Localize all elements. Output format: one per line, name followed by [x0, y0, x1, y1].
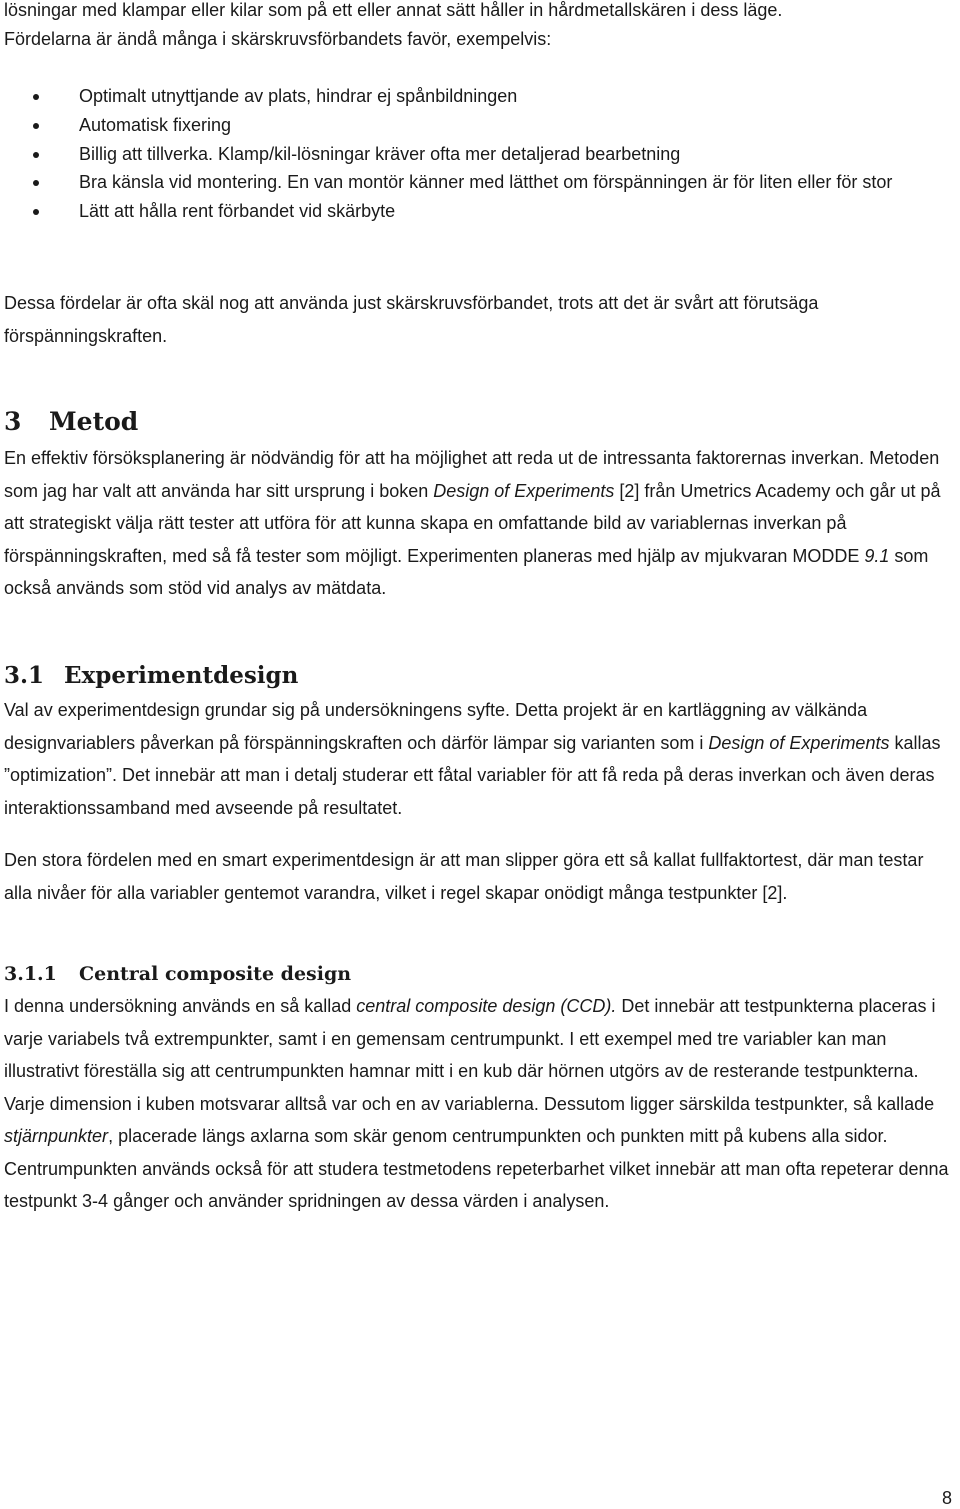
book-title: Design of Experiments [433, 480, 615, 501]
advantages-paragraph: Dessa fördelar är ofta skäl nog att använda just skärskruvsförbandet, trots att det är svårt att förutsäga förspänningskraften. [4, 293, 819, 346]
section-title: Metod [49, 407, 139, 436]
section-number: 3.1.1 [4, 963, 57, 985]
section-heading [4, 661, 954, 691]
section-title: Central composite design [79, 963, 352, 985]
advantages-list [4, 82, 934, 226]
list-item: Billig att tillverka. Klamp/kil-lösningar kräver ofta mer detaljerad bearbetning [4, 140, 934, 169]
page-number: 8 [941, 1488, 952, 1508]
book-title: Design of Experiments [708, 732, 890, 753]
section-3 [4, 406, 954, 605]
section-paragraph: En effektiv försöksplanering är nödvändig för att ha möjlighet att reda ut de intressanta faktorernas inverkan. Metoden som jag har valt att använda har sitt ursprung i boken Design of Experiments [2] från Umetrics Academy och går ut på att strategiskt välja rätt tester att utföra för att kunna skapa en omfattande bild av variablernas inverkan på förspänningskraften, med så få tester som möjligt. Experimenten planeras med hjälp av mjukvaran MODDE 9.1 som också används som stöd vid analys av mätdata. [4, 448, 941, 598]
section-3-1-1 [4, 961, 954, 1218]
section-paragraph: I denna undersökning används en så kallad central composite design (CCD). Det innebär att testpunkterna placeras i varje variabels två extrempunkter, samt i en gemensam centrumpunkt. I ett exempel med tre variabler kan man illustrativt föreställa sig att centrumpunkten hamnar mitt i en kub där hörnen utgörs av de resterande testpunkterna. Varje dimension i kuben motsvarar alltså var och en av variablerna. Dessutom ligger särskilda testpunkter, så kallade stjärnpunkter, placerade längs axlarna som skär genom centrumpunkten och punkten mitt på kubens alla sidor. Centrumpunkten används också för att studera testmetodens repeterbarhet vilket innebär att man ofta repeterar denna testpunkt 3-4 gånger och använder spridningen av dessa värden i analysen. [4, 996, 949, 1211]
list-item: Lätt att hålla rent förbandet vid skärbyte [4, 197, 934, 226]
advantages-paragraph-block [4, 287, 954, 352]
list-item: Optimalt utnyttjande av plats, hindrar ej spånbildningen [4, 82, 934, 111]
section-heading [4, 406, 954, 438]
intro-text [4, 0, 782, 55]
term-star-points: stjärnpunkter [4, 1126, 109, 1146]
list-item: Bra känsla vid montering. En van montör känner med lätthet om förspänningen är för liten eller för stor [4, 168, 934, 197]
list-item: Automatisk fixering [4, 111, 934, 140]
section-heading [4, 961, 954, 987]
intro-line-2: Fördelarna är ändå många i skärskruvsförbandets favör, exempelvis: [4, 28, 552, 49]
section-number: 3.1 [4, 662, 45, 689]
section-number: 3 [4, 407, 22, 436]
section-title: Experimentdesign [64, 662, 299, 689]
intro-line-1: lösningar med klampar eller kilar som på ett eller annat sätt håller in hårdmetallskären i dess läge. [4, 0, 783, 20]
section-3-1 [4, 661, 954, 909]
section-paragraph: Val av experimentdesign grundar sig på undersökningens syfte. Detta projekt är en kartläggning av välkända designvariablers påverkan på förspänningskraften och därför lämpar sig varianten som i Design of Experiments kallas ”optimization”. Det innebär att man i detalj studerar ett fåtal variabler för att få reda på deras inverkan och även deras interaktionssamband med avseende på resultatet. [4, 700, 941, 818]
section-paragraph: Den stora fördelen med en smart experimentdesign är att man slipper göra ett så kallat fullfaktortest, där man testar alla nivåer för alla variabler gentemot varandra, vilket i regel skapar onödigt många testpunkter [2]. [4, 850, 924, 903]
term-ccd: central composite design (CCD). [356, 996, 617, 1016]
